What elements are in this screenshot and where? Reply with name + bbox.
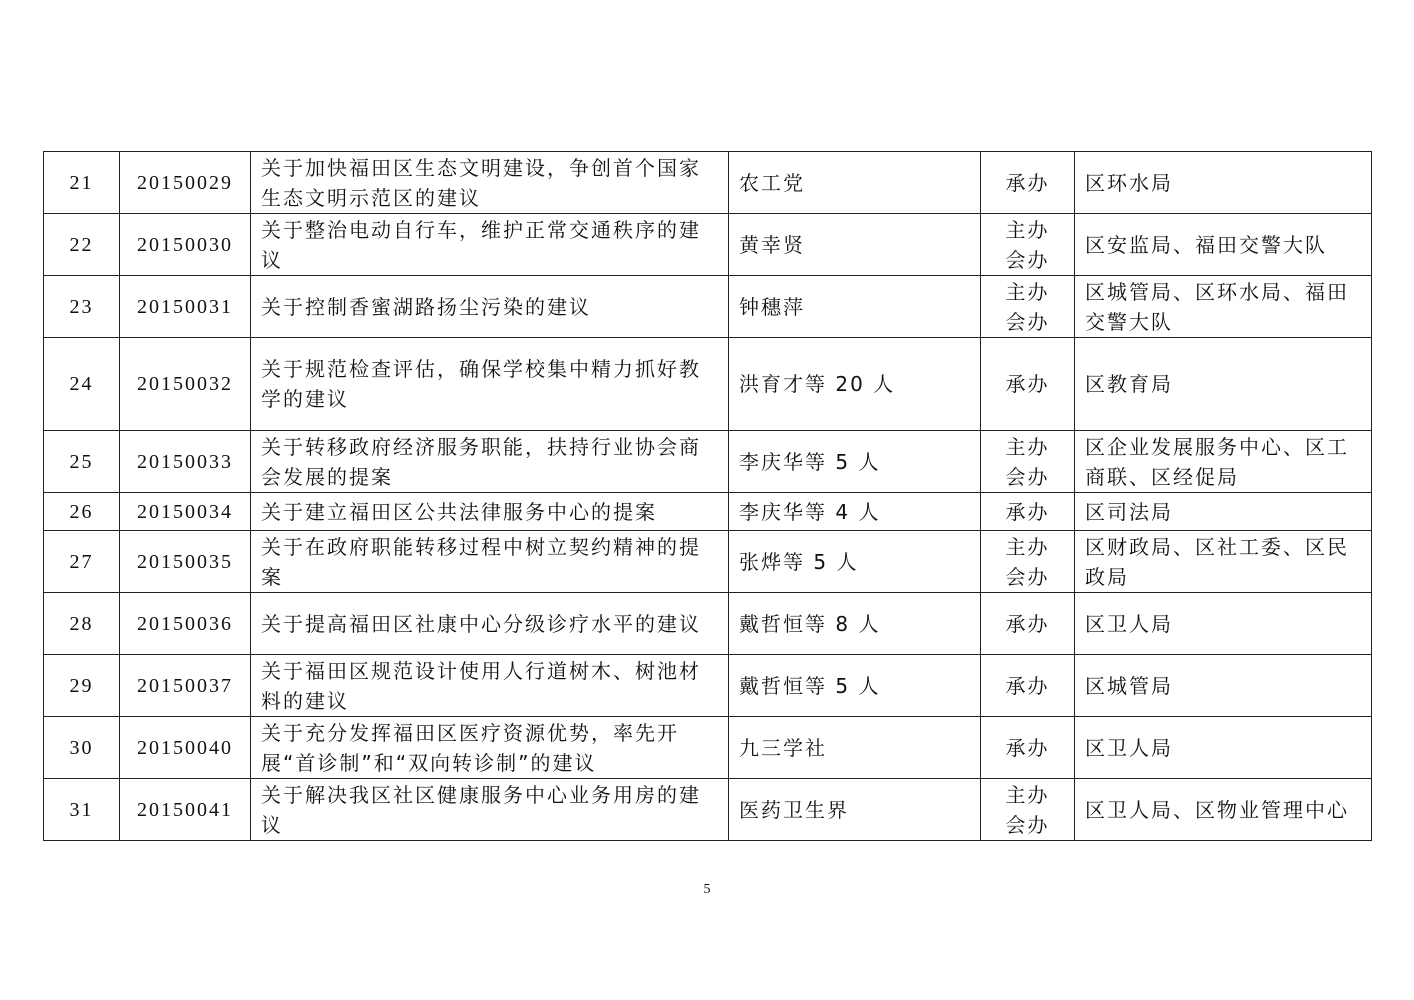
handling-mode-line: 主办 xyxy=(1005,279,1050,304)
handling-mode-line: 主办 xyxy=(1005,434,1050,459)
proposal-code: 20150035 xyxy=(120,531,251,593)
table-row xyxy=(44,655,1372,717)
table-row xyxy=(44,493,1372,531)
handling-mode xyxy=(981,593,1075,655)
table-row xyxy=(44,214,1372,276)
row-number: 21 xyxy=(44,152,120,214)
handling-mode xyxy=(981,493,1075,531)
proposal-code: 20150032 xyxy=(120,338,251,431)
row-number: 26 xyxy=(44,493,120,531)
proposal-table-body xyxy=(44,152,1372,841)
proposal-table xyxy=(43,151,1372,841)
proposer: 戴哲恒等 5 人 xyxy=(729,655,981,717)
row-number: 31 xyxy=(44,779,120,841)
proposal-code: 20150036 xyxy=(120,593,251,655)
handling-mode-line: 承办 xyxy=(1005,372,1050,396)
proposal-code: 20150034 xyxy=(120,493,251,531)
handling-department: 区教育局 xyxy=(1075,338,1372,431)
handling-department: 区安监局、福田交警大队 xyxy=(1075,214,1372,276)
proposer: 医药卫生界 xyxy=(729,779,981,841)
proposal-title: 关于加快福田区生态文明建设，争创首个国家生态文明示范区的建议 xyxy=(251,152,729,214)
proposal-title: 关于福田区规范设计使用人行道树木、树池材料的建议 xyxy=(251,655,729,717)
row-number: 29 xyxy=(44,655,120,717)
handling-mode-line: 承办 xyxy=(1005,499,1050,524)
handling-mode xyxy=(981,531,1075,593)
handling-mode-line: 会办 xyxy=(1005,309,1050,334)
handling-mode-line: 会办 xyxy=(1005,564,1050,589)
table-row xyxy=(44,717,1372,779)
handling-mode xyxy=(981,214,1075,276)
proposer: 钟穗萍 xyxy=(729,276,981,338)
proposal-title: 关于解决我区社区健康服务中心业务用房的建议 xyxy=(251,779,729,841)
handling-mode xyxy=(981,655,1075,717)
handling-mode xyxy=(981,717,1075,779)
table-row xyxy=(44,276,1372,338)
table-row xyxy=(44,531,1372,593)
handling-department: 区城管局 xyxy=(1075,655,1372,717)
row-number: 22 xyxy=(44,214,120,276)
handling-mode xyxy=(981,338,1075,431)
table-row xyxy=(44,338,1372,431)
handling-department: 区司法局 xyxy=(1075,493,1372,531)
handling-mode-line: 会办 xyxy=(1005,247,1050,272)
proposal-title: 关于建立福田区公共法律服务中心的提案 xyxy=(251,493,729,531)
handling-mode-line: 主办 xyxy=(1005,217,1050,242)
handling-mode-line: 主办 xyxy=(1005,534,1050,559)
row-number: 25 xyxy=(44,431,120,493)
handling-mode xyxy=(981,276,1075,338)
proposal-code: 20150031 xyxy=(120,276,251,338)
proposal-code: 20150030 xyxy=(120,214,251,276)
handling-department: 区卫人局 xyxy=(1075,593,1372,655)
table-row xyxy=(44,152,1372,214)
handling-mode-line: 主办 xyxy=(1005,782,1050,807)
proposer: 张烨等 5 人 xyxy=(729,531,981,593)
proposal-title: 关于转移政府经济服务职能，扶持行业协会商会发展的提案 xyxy=(251,431,729,493)
proposal-code: 20150037 xyxy=(120,655,251,717)
proposal-title: 关于整治电动自行车，维护正常交通秩序的建议 xyxy=(251,214,729,276)
table-row xyxy=(44,431,1372,493)
handling-mode-line: 会办 xyxy=(1005,464,1050,489)
handling-department: 区财政局、区社工委、区民政局 xyxy=(1075,531,1372,593)
proposal-title: 关于在政府职能转移过程中树立契约精神的提案 xyxy=(251,531,729,593)
row-number: 30 xyxy=(44,717,120,779)
handling-mode xyxy=(981,779,1075,841)
handling-department: 区卫人局 xyxy=(1075,717,1372,779)
proposal-code: 20150041 xyxy=(120,779,251,841)
handling-department: 区城管局、区环水局、福田交警大队 xyxy=(1075,276,1372,338)
row-number: 23 xyxy=(44,276,120,338)
proposer: 戴哲恒等 8 人 xyxy=(729,593,981,655)
handling-department: 区企业发展服务中心、区工商联、区经促局 xyxy=(1075,431,1372,493)
proposal-title: 关于充分发挥福田区医疗资源优势，率先开展“首诊制”和“双向转诊制”的建议 xyxy=(251,717,729,779)
proposer: 农工党 xyxy=(729,152,981,214)
handling-mode xyxy=(981,152,1075,214)
handling-department: 区卫人局、区物业管理中心 xyxy=(1075,779,1372,841)
handling-mode-line: 会办 xyxy=(1005,812,1050,837)
proposer: 洪育才等 20 人 xyxy=(729,338,981,431)
proposal-title: 关于控制香蜜湖路扬尘污染的建议 xyxy=(251,276,729,338)
row-number: 24 xyxy=(44,338,120,431)
handling-department: 区环水局 xyxy=(1075,152,1372,214)
proposal-code: 20150029 xyxy=(120,152,251,214)
handling-mode-line: 承办 xyxy=(1005,735,1050,760)
proposal-title: 关于提高福田区社康中心分级诊疗水平的建议 xyxy=(251,593,729,655)
table-row xyxy=(44,779,1372,841)
handling-mode-line: 承办 xyxy=(1005,673,1050,698)
row-number: 28 xyxy=(44,593,120,655)
page-number: 5 xyxy=(703,882,711,897)
proposal-code: 20150040 xyxy=(120,717,251,779)
proposal-title: 关于规范检查评估，确保学校集中精力抓好教学的建议 xyxy=(251,338,729,431)
proposer: 李庆华等 5 人 xyxy=(729,431,981,493)
proposal-code: 20150033 xyxy=(120,431,251,493)
proposer: 李庆华等 4 人 xyxy=(729,493,981,531)
proposer: 九三学社 xyxy=(729,717,981,779)
handling-mode-line: 承办 xyxy=(1005,611,1050,636)
handling-mode xyxy=(981,431,1075,493)
table-row xyxy=(44,593,1372,655)
row-number: 27 xyxy=(44,531,120,593)
handling-mode-line: 承办 xyxy=(1005,170,1050,195)
proposer: 黄幸贤 xyxy=(729,214,981,276)
